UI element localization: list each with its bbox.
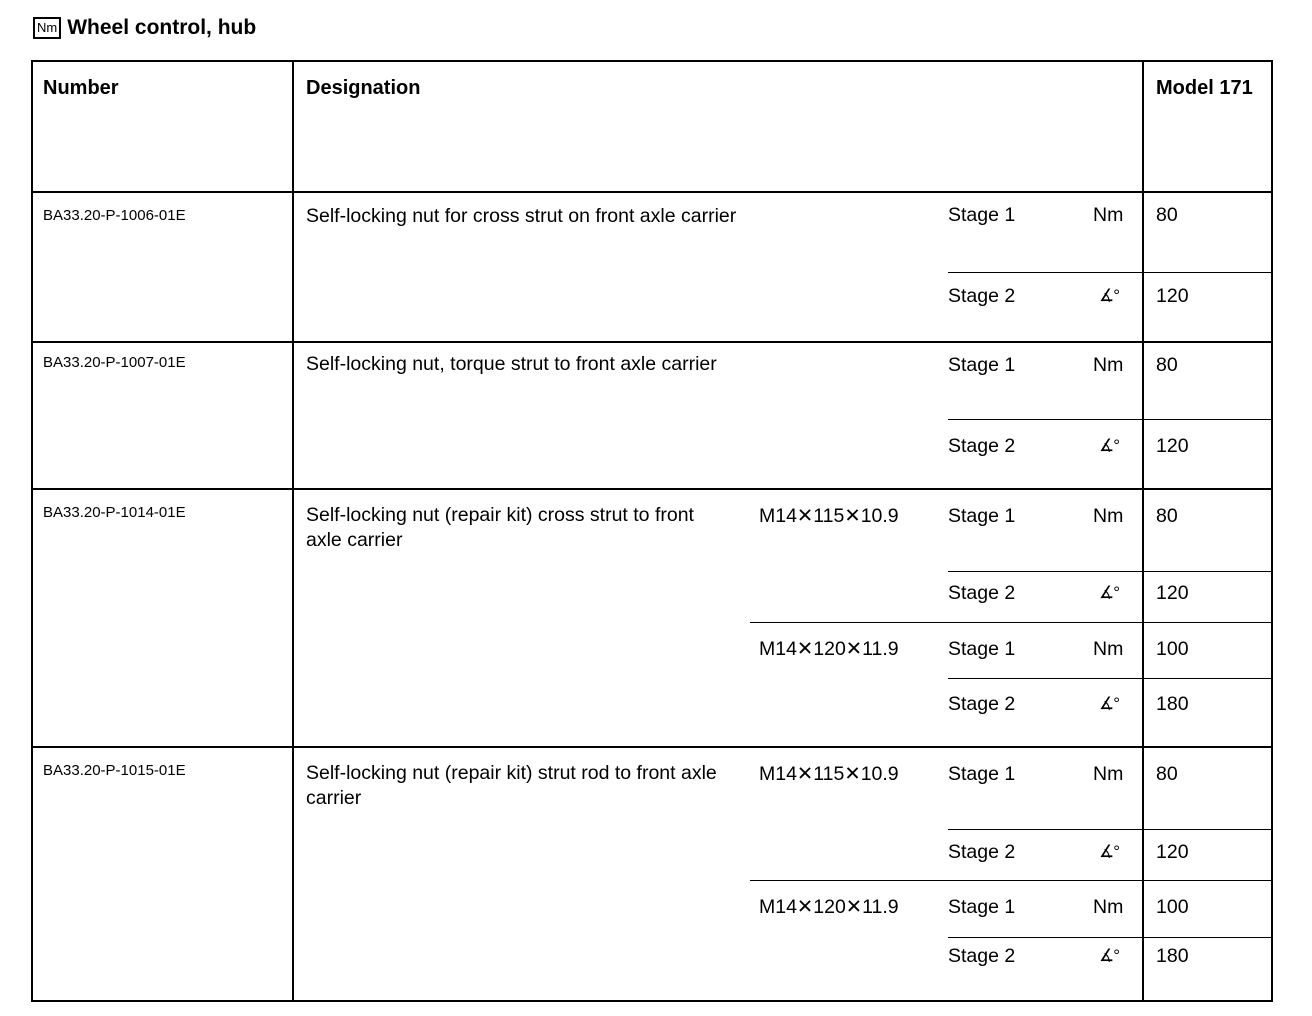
grid-line [948, 419, 1271, 420]
angle-degree-icon: ∡° [1099, 286, 1120, 305]
torque-nm-icon: Nm [33, 17, 61, 39]
torque-value: 100 [1156, 896, 1189, 918]
stage-label: Stage 2 [948, 841, 1016, 863]
grid-line [33, 341, 1271, 343]
grid-line [1142, 62, 1144, 1002]
unit-nm: Nm [1093, 763, 1124, 785]
part-number: BA33.20-P-1007-01E [43, 354, 186, 371]
torque-value: 80 [1156, 763, 1178, 785]
grid-line [948, 571, 1271, 572]
torque-value: 180 [1156, 945, 1189, 967]
stage-label: Stage 2 [948, 435, 1016, 457]
column-header-model: Model 171 [1156, 77, 1253, 99]
angle-degree-icon: ∡° [1099, 583, 1120, 602]
stage-label: Stage 2 [948, 285, 1016, 307]
page-title: Wheel control, hub [67, 16, 257, 39]
torque-value: 120 [1156, 841, 1189, 863]
stage-label: Stage 1 [948, 505, 1016, 527]
bolt-size: M14✕120✕11.9 [759, 896, 899, 918]
stage-label: Stage 2 [948, 945, 1016, 967]
angle-degree-icon: ∡° [1099, 694, 1120, 713]
grid-line [948, 829, 1271, 830]
designation-text: Self-locking nut, torque strut to front axle carrier [306, 353, 717, 375]
grid-line [33, 488, 1271, 490]
column-header-number: Number [43, 77, 119, 99]
stage-label: Stage 1 [948, 204, 1016, 226]
unit-nm: Nm [1093, 354, 1124, 376]
torque-value: 120 [1156, 582, 1189, 604]
stage-label: Stage 1 [948, 638, 1016, 660]
designation-text: Self-locking nut for cross strut on front axle carrier [306, 205, 737, 227]
column-header-designation: Designation [306, 77, 421, 99]
torque-value: 80 [1156, 505, 1178, 527]
unit-nm: Nm [1093, 896, 1124, 918]
grid-line [33, 191, 1271, 193]
torque-value: 80 [1156, 204, 1178, 226]
torque-value: 120 [1156, 435, 1189, 457]
angle-degree-icon: ∡° [1099, 946, 1120, 965]
stage-label: Stage 1 [948, 896, 1016, 918]
grid-line [292, 62, 294, 1002]
torque-value: 120 [1156, 285, 1189, 307]
bolt-size: M14✕120✕11.9 [759, 638, 899, 660]
grid-line [750, 880, 1271, 881]
part-number: BA33.20-P-1015-01E [43, 762, 186, 779]
grid-line [33, 746, 1271, 748]
grid-line [948, 272, 1271, 273]
torque-value: 100 [1156, 638, 1189, 660]
torque-table [31, 60, 1273, 1002]
angle-degree-icon: ∡° [1099, 842, 1120, 861]
grid-line [948, 678, 1271, 679]
part-number: BA33.20-P-1006-01E [43, 207, 186, 224]
unit-nm: Nm [1093, 204, 1124, 226]
unit-nm: Nm [1093, 638, 1124, 660]
designation-text: Self-locking nut (repair kit) cross strut to front axle carrier [306, 504, 694, 551]
stage-label: Stage 2 [948, 582, 1016, 604]
torque-value: 180 [1156, 693, 1189, 715]
part-number: BA33.20-P-1014-01E [43, 504, 186, 521]
angle-degree-icon: ∡° [1099, 436, 1120, 455]
designation-text: Self-locking nut (repair kit) strut rod to front axle carrier [306, 762, 717, 809]
stage-label: Stage 1 [948, 763, 1016, 785]
grid-line [750, 622, 1271, 623]
page-title-block [33, 16, 256, 40]
unit-nm: Nm [1093, 505, 1124, 527]
torque-value: 80 [1156, 354, 1178, 376]
bolt-size: M14✕115✕10.9 [759, 505, 899, 527]
stage-label: Stage 1 [948, 354, 1016, 376]
bolt-size: M14✕115✕10.9 [759, 763, 899, 785]
grid-line [948, 937, 1271, 938]
stage-label: Stage 2 [948, 693, 1016, 715]
